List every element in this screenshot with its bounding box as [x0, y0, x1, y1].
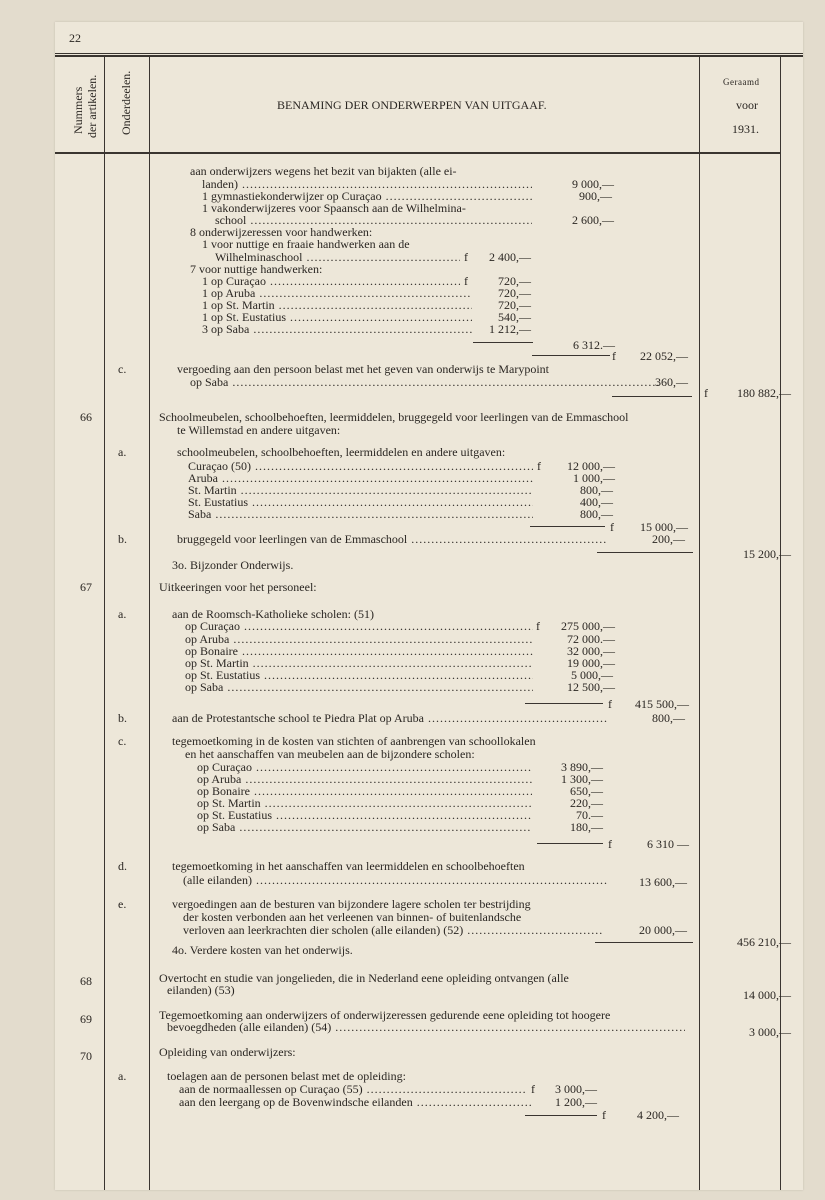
a67-b-amount: 800,—	[652, 711, 685, 725]
a66-a-letter: a.	[118, 445, 127, 459]
b1-vak-amount: 2 600,—	[572, 213, 614, 227]
b1-intro-amount: 9 000,—	[572, 177, 614, 191]
a67-d-amount: 13 600,—	[639, 875, 687, 889]
b1-item-1-amount: 720,—	[498, 286, 531, 300]
a70-a-letter: a.	[118, 1069, 127, 1083]
a67-a-item-3-amount: 19 000,—	[567, 656, 615, 670]
page-number: 22	[69, 31, 81, 45]
a67-c-item-2: op Bonaire .....	[197, 785, 532, 798]
b1-fh-l1: 1 voor nuttige en fraaie handwerken aan de	[202, 237, 410, 251]
a66-l2: te Willemstad en andere uitgaven:	[177, 423, 341, 437]
a70-a-sub-f: f	[602, 1108, 606, 1122]
a67-a-item-5: op Saba .....	[185, 681, 533, 694]
a70-a-sub-rule	[525, 1115, 597, 1116]
a67-d-l2: (alle eilanden) .....	[183, 874, 608, 887]
a67-total-rule	[595, 942, 693, 943]
a67-total: 456 210,—	[737, 935, 791, 949]
a67-c-subtotal: 6 310 —	[647, 837, 689, 851]
a67-d-letter: d.	[118, 859, 127, 873]
b1-fh-f: f	[464, 250, 468, 264]
b1-gym: 1 gymnastiekonderwijzer op Curaçao .....	[202, 190, 532, 203]
a67-a-item-5-amount: 12 500,—	[567, 680, 615, 694]
header-bottom-rule	[55, 152, 781, 154]
col-header-estimate-3: 1931.	[732, 122, 759, 136]
b1-item-2-amount: 720,—	[498, 298, 531, 312]
a67-c-item-5: op Saba .....	[197, 821, 532, 834]
a70-a-item-0-amount: 3 000,—	[555, 1082, 597, 1096]
col-header-numbers-l2: der artikelen.	[85, 74, 99, 138]
a67-e-l3: verloven aan leerkrachten dier scholen (alle eilanden) (52) .....	[183, 924, 603, 937]
b1-subtotal-rule	[473, 342, 533, 343]
a68-total: 14 000,—	[743, 988, 791, 1002]
b1-gym-amount: 900,—	[579, 189, 612, 203]
a67-a-item-2: op Bonaire .....	[185, 645, 533, 658]
a67-c-item-1: op Aruba .....	[197, 773, 532, 786]
a67-c-sub-f: f	[608, 837, 612, 851]
b1-item-4: 3 op Saba .....	[202, 323, 472, 336]
c1-total-rule	[612, 396, 692, 397]
b1-item-1: 1 op Aruba .....	[202, 287, 472, 300]
a66-l1: Schoolmeubelen, schoolbehoeften, leermiddelen, bruggegeld voor leerlingen van de Emmaschool	[159, 410, 629, 424]
a66-item-3-amount: 400,—	[580, 495, 613, 509]
b1-item-3: 1 op St. Eustatius .....	[202, 311, 472, 324]
a67-a-item-4: op St. Eustatius .....	[185, 669, 533, 682]
col-header-numbers	[71, 87, 85, 134]
a67-l1: Uitkeeringen voor het personeel:	[159, 580, 317, 594]
a66-b-amount: 200,—	[652, 532, 685, 546]
col-header-parts: Onderdeelen.	[119, 70, 133, 135]
c1-total: 180 882,—	[737, 386, 791, 400]
document-page	[55, 22, 803, 1190]
a67-a-item-1-amount: 72 000.—	[567, 632, 615, 646]
a67-a-item-4-amount: 5 000,—	[571, 668, 613, 682]
a69-l1: Tegemoetkoming aan onderwijzers of onderwijzeressen gedurende eene opleiding tot hoogere	[159, 1008, 611, 1022]
a70-a-subtotal: 4 200,—	[637, 1108, 679, 1122]
a67-a-item-1: op Aruba .....	[185, 633, 533, 646]
a69-total: 3 000,—	[749, 1025, 791, 1039]
a66-item-2: St. Martin .....	[188, 484, 533, 497]
a67-a-sub-rule	[525, 703, 603, 704]
a69-number: 69	[80, 1012, 92, 1026]
a67-b-l1: aan de Protestantsche school te Piedra Plat op Aruba .....	[172, 712, 607, 725]
a66-item-3: St. Eustatius .....	[188, 496, 533, 509]
top-rule-thin	[55, 53, 803, 54]
a69-l2: bevoegdheden (alle eilanden) (54) .....	[167, 1021, 685, 1034]
b1-nh: 7 voor nuttige handwerken:	[190, 262, 323, 276]
a67-c-l1: tegemoetkoming in de kosten van stichten of aanbrengen van schoollokalen	[172, 734, 536, 748]
a66-sub-f: f	[610, 520, 614, 534]
a66-item-2-amount: 800,—	[580, 483, 613, 497]
a70-a-l1: toelagen aan de personen belast met de opleiding:	[167, 1069, 406, 1083]
a67-a-item-0: op Curaçao .....	[185, 620, 533, 633]
c1-l1: vergoeding aan den persoon belast met het geven van onderwijs te Marypoint	[177, 362, 550, 376]
b1-subtotal-2-rule	[532, 355, 610, 356]
b1-item-3-amount: 540,—	[498, 310, 531, 324]
a66-item-4: Saba .....	[188, 508, 533, 521]
b1-item-4-amount: 1 212,—	[489, 322, 531, 336]
col-header-articles	[85, 75, 99, 138]
b1-item-0: 1 op Curaçao .....	[202, 275, 460, 288]
a67-b-letter: b.	[118, 711, 127, 725]
b1-vak-l1: 1 vakonderwijzeres voor Spaansch aan de Wilhelmina-	[202, 201, 466, 215]
a67-c-item-3: op St. Martin .....	[197, 797, 532, 810]
a67-number: 67	[80, 580, 92, 594]
a66-a-l1: schoolmeubelen, schoolbehoeften, leermiddelen en andere uitgaven:	[177, 445, 506, 459]
a67-a-item-2-amount: 32 000,—	[567, 644, 615, 658]
section-4-heading: 4o. Verdere kosten van het onderwijs.	[172, 943, 353, 957]
a67-c-item-2-amount: 650,—	[570, 784, 603, 798]
a67-a-subtotal: 415 500,—	[635, 697, 689, 711]
a67-c-item-5-amount: 180,—	[570, 820, 603, 834]
a66-total: 15 200,—	[743, 547, 791, 561]
b1-fh-amount: 2 400,—	[489, 250, 531, 264]
col-header-title: BENAMING DER ONDERWERPEN VAN UITGAAF.	[277, 98, 547, 112]
section-3-heading: 3o. Bijzonder Onderwijs.	[172, 558, 294, 572]
b1-handwork: 8 onderwijzeressen voor handwerken:	[190, 225, 373, 239]
a70-a-item-1-amount: 1 200,—	[555, 1095, 597, 1109]
col-divider-1	[104, 57, 105, 1190]
a67-c-item-1-amount: 1 300,—	[561, 772, 603, 786]
a66-subtotal: 15 000,—	[640, 520, 688, 534]
a66-b-letter: b.	[118, 532, 127, 546]
col-header-estimate-2: voor	[736, 98, 758, 112]
a67-e-letter: e.	[118, 897, 127, 911]
col-header-estimate-1: Geraamd	[723, 77, 760, 87]
col-divider-2	[149, 57, 150, 1190]
b1-item-0-f: f	[464, 274, 468, 288]
a67-a-l1: aan de Roomsch-Katholieke scholen: (51)	[172, 607, 374, 621]
b1-subtotal-1: 6 312.—	[573, 338, 615, 352]
b1-item-2: 1 op St. Martin .....	[202, 299, 472, 312]
col-divider-4	[780, 57, 781, 1190]
a67-a-letter: a.	[118, 607, 127, 621]
a67-c-item-4: op St. Eustatius .....	[197, 809, 532, 822]
col-divider-3	[699, 57, 700, 1190]
a68-l1: Overtocht en studie van jongelieden, die in Nederland eene opleiding ontvangen (alle	[159, 971, 569, 985]
a67-e-l1: vergoedingen aan de besturen van bijzondere lagere scholen ter bestrijding	[172, 897, 531, 911]
c1-total-f: f	[704, 386, 708, 400]
a66-b-l1: bruggegeld voor leerlingen van de Emmaschool .....	[177, 533, 607, 546]
a70-l1: Opleiding van onderwijzers:	[159, 1045, 296, 1059]
top-rule-thick	[55, 55, 803, 57]
a67-c-sub-rule	[537, 843, 603, 844]
b1-fh-l2: Wilhelminaschool .....	[215, 251, 460, 264]
a66-sub-rule	[530, 526, 605, 527]
b1-intro-l2: landen) .....	[202, 178, 532, 191]
a67-c-item-3-amount: 220,—	[570, 796, 603, 810]
a66-item-0-amount: 12 000,—	[567, 459, 615, 473]
b1-subtotal-2: 22 052,—	[640, 349, 688, 363]
a67-e-amount: 20 000,—	[639, 923, 687, 937]
a66-item-4-amount: 800,—	[580, 507, 613, 521]
a67-e-l2: der kosten verbonden aan het verleenen van binnen- of buitenlandsche	[183, 910, 522, 924]
a66-item-1-amount: 1 000,—	[573, 471, 615, 485]
a66-item-1: Aruba .....	[188, 472, 533, 485]
a67-a-item-0-amount: 275 000,—	[561, 619, 615, 633]
a67-c-item-0: op Curaçao .....	[197, 761, 532, 774]
c1-letter: c.	[118, 362, 127, 376]
a66-total-rule	[597, 552, 693, 553]
a68-l2: eilanden) (53)	[167, 983, 235, 997]
a66-number: 66	[80, 410, 92, 424]
c1-amount: 360,—	[655, 375, 688, 389]
b1-subtotal-2-f: f	[612, 349, 616, 363]
a68-number: 68	[80, 974, 92, 988]
col-header-numbers-l1: Nummers	[71, 86, 85, 134]
a67-a-sub-f: f	[608, 697, 612, 711]
c1-l2: op Saba .....	[190, 376, 660, 389]
a67-d-l1: tegemoetkoming in het aanschaffen van leermiddelen en schoolbehoeften	[172, 859, 525, 873]
b1-vak-l2: school .....	[215, 214, 532, 227]
a70-a-item-1: aan den leergang op de Bovenwindsche eilanden .....	[179, 1096, 531, 1109]
a67-c-item-0-amount: 3 890,—	[561, 760, 603, 774]
a67-a-item-3: op St. Martin .....	[185, 657, 533, 670]
a67-a-item-0-f: f	[536, 619, 540, 633]
a66-item-0: Curaçao (50) .....	[188, 460, 533, 473]
b1-intro-l1: aan onderwijzers wegens het bezit van bijakten (alle ei-	[190, 164, 457, 178]
a66-item-0-f: f	[537, 459, 541, 473]
a67-c-l2: en het aanschaffen van meubelen aan de bijzondere scholen:	[185, 747, 475, 761]
b1-item-0-amount: 720,—	[498, 274, 531, 288]
a67-c-letter: c.	[118, 734, 127, 748]
a70-number: 70	[80, 1049, 92, 1063]
a67-c-item-4-amount: 70.—	[576, 808, 603, 822]
a70-a-item-0: aan de normaallessen op Curaçao (55) .....	[179, 1083, 527, 1096]
a70-a-item-0-f: f	[531, 1082, 535, 1096]
